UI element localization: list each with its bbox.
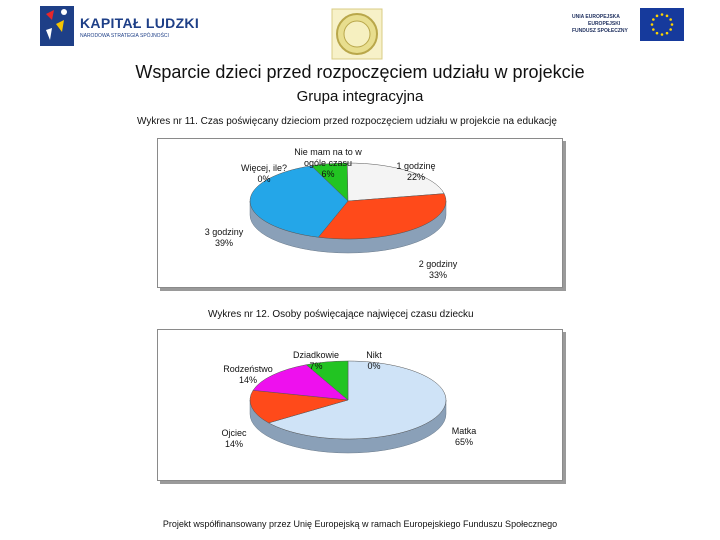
pie-label-name: Matka bbox=[451, 426, 477, 436]
chart-2-svg bbox=[158, 330, 562, 480]
eu-star-icon bbox=[661, 13, 664, 16]
eu-line: EUROPEJSKI bbox=[588, 21, 621, 27]
pie-label-value: 33% bbox=[428, 270, 448, 280]
pie-label-value: 39% bbox=[214, 238, 234, 248]
pie-label-name: Więcej, ile? bbox=[240, 163, 288, 173]
eu-star-icon bbox=[651, 23, 654, 26]
pie-label-name: Dziadkowie bbox=[292, 350, 340, 360]
pie-label-value: 22% bbox=[406, 172, 426, 182]
eu-star-icon bbox=[666, 15, 669, 18]
eu-star-icon bbox=[656, 32, 659, 35]
pie-label-value: 0% bbox=[367, 361, 381, 371]
seal-icon bbox=[331, 8, 383, 60]
eu-star-icon bbox=[669, 18, 672, 21]
footer-text: Projekt współfinansowany przez Unię Europejską w ramach Europejskiego Funduszu Społecznego bbox=[162, 519, 558, 529]
chart-1-frame bbox=[157, 138, 563, 288]
pie-label-name: Ojciec bbox=[221, 428, 247, 438]
pie-label-name: Nie mam na to w bbox=[294, 147, 362, 157]
eu-star-icon bbox=[671, 23, 674, 26]
eu-flag-icon bbox=[640, 8, 684, 41]
chart-2-title: Wykres nr 12. Osoby poświęcające najwięcej czasu dziecku bbox=[208, 309, 474, 320]
eu-star-icon bbox=[652, 28, 655, 31]
page-subtitle: Grupa integracyjna bbox=[296, 88, 424, 105]
page-title: Wsparcie dzieci przed rozpoczęciem udziału w projekcie bbox=[135, 62, 585, 82]
chart-1-title: Wykres nr 11. Czas poświęcany dzieciom przed rozpoczęciem udziału w projekcie na edukację bbox=[137, 116, 557, 127]
pie-label-name: 2 godziny bbox=[418, 259, 458, 269]
pie-label-name: Rodzeństwo bbox=[223, 364, 273, 374]
chart-2-frame bbox=[157, 329, 563, 481]
pie-label-name: ogóle czasu bbox=[303, 158, 353, 168]
pie-label-value: 0% bbox=[257, 174, 271, 184]
pie-label-value: 65% bbox=[454, 437, 474, 447]
pie-label-value: 7% bbox=[309, 361, 323, 371]
pie-label-value: 6% bbox=[321, 169, 335, 179]
pie-label-name: 1 godzinę bbox=[396, 161, 436, 171]
logo-left-subtitle: NARODOWA STRATEGIA SPÓJNOŚCI bbox=[80, 33, 169, 39]
eu-star-icon bbox=[661, 33, 664, 36]
eu-star-icon bbox=[652, 18, 655, 21]
logo-left-title: KAPITAŁ LUDZKI bbox=[80, 15, 200, 31]
pie-label-value: 14% bbox=[238, 375, 258, 385]
eu-line: FUNDUSZ SPOŁECZNY bbox=[572, 28, 628, 34]
eu-text bbox=[572, 14, 634, 35]
eu-star-icon bbox=[669, 28, 672, 31]
eu-star-icon bbox=[666, 32, 669, 35]
pie-label-value: 14% bbox=[224, 439, 244, 449]
eu-line: UNIA EUROPEJSKA bbox=[572, 14, 620, 20]
chart-1-svg bbox=[158, 139, 562, 287]
pie-label-name: 3 godziny bbox=[204, 227, 244, 237]
eu-star-icon bbox=[656, 15, 659, 18]
pie-label-name: Nikt bbox=[366, 350, 382, 360]
